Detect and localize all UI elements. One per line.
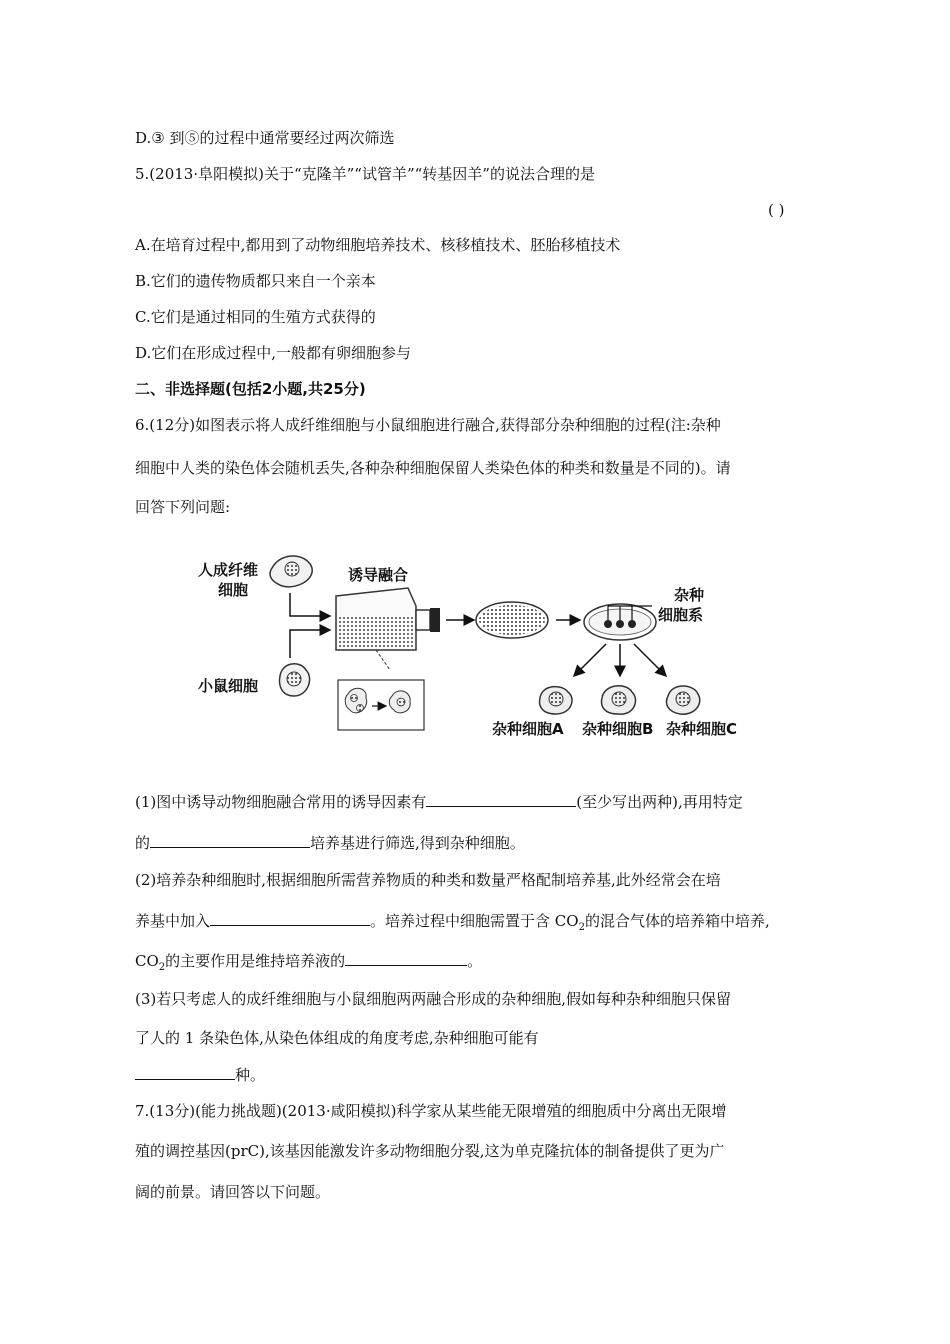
culture-flask-icon xyxy=(336,588,440,650)
sub-question-1-line1: (1)图中诱导动物细胞融合常用的诱导因素有 (至少写出两种),再用特定 xyxy=(135,793,743,811)
question-5-option-d: D.它们在形成过程中,一般都有卵细胞参与 xyxy=(135,344,412,362)
human-fibroblast-cell-icon xyxy=(270,556,312,587)
hybrid-cell-b-icon xyxy=(602,686,636,714)
question-5-answer-paren: ( ) xyxy=(768,201,785,219)
hybrid-cell-c-label: 杂种细胞C xyxy=(666,720,738,738)
answer-blank-2[interactable] xyxy=(150,832,310,848)
section-heading: 二、非选择题(包括2小题,共25分) xyxy=(135,380,366,398)
human-fibroblast-label-1: 人成纤维 xyxy=(198,561,259,579)
question-7-stem-line2: 殖的调控基因(prC),该基因能激发许多动物细胞分裂,这为单克隆抗体的制备提供了更为广 xyxy=(135,1142,725,1160)
question-7-stem-line3: 阔的前景。请回答以下问题。 xyxy=(135,1183,331,1201)
question-5-option-a: A.在培育过程中,都用到了动物细胞培养技术、核移植技术、胚胎移植技术 xyxy=(135,236,621,254)
induce-fusion-label: 诱导融合 xyxy=(348,566,409,584)
fusion-inset xyxy=(338,680,424,730)
sub-question-3-line2: 了人的 1 条染色体,从染色体组成的角度考虑,杂种细胞可能有 xyxy=(135,1029,539,1047)
sub-question-3-line3: 种。 xyxy=(135,1064,265,1085)
human-fibroblast-label-2: 细胞 xyxy=(218,581,249,599)
petri-dish-icon xyxy=(476,602,548,638)
hybrid-cell-a-label: 杂种细胞A xyxy=(492,720,564,738)
option-d-q4: D.③ 到⑤的过程中通常要经过两次筛选 xyxy=(135,129,395,147)
cell-fusion-diagram xyxy=(190,548,770,748)
hybrid-cell-b-label: 杂种细胞B xyxy=(582,720,654,738)
answer-blank-4[interactable] xyxy=(345,950,467,966)
question-5-option-b: B.它们的遗传物质都只来自一个亲本 xyxy=(135,272,376,290)
hybrid-cell-a-icon xyxy=(540,687,572,714)
answer-blank-1[interactable] xyxy=(426,791,576,807)
question-5-stem: 5.(2013·阜阳模拟)关于“克隆羊”“试管羊”“转基因羊”的说法合理的是 xyxy=(135,165,595,183)
question-6-stem-line2: 细胞中人类的染色体会随机丢失,各种杂种细胞保留人类染色体的种类和数量是不同的)。请 xyxy=(135,459,731,477)
hybrid-cell-line-dish-icon xyxy=(584,604,656,640)
question-7-stem-line1: 7.(13分)(能力挑战题)(2013·咸阳模拟)科学家从某些能无限增殖的细胞质中分离出无限增 xyxy=(135,1102,727,1120)
question-6-stem-line1: 6.(12分)如图表示将人成纤维细胞与小鼠细胞进行融合,获得部分杂种细胞的过程(注:杂种 xyxy=(135,416,721,434)
sub-question-2-line1: (2)培养杂种细胞时,根据细胞所需营养物质的种类和数量严格配制培养基,此外经常会在培 xyxy=(135,871,721,889)
sub-question-3-line1: (3)若只考虑人的成纤维细胞与小鼠细胞两两融合形成的杂种细胞,假如每种杂种细胞只保留 xyxy=(135,990,732,1008)
hybrid-cell-line-label-1: 杂种 xyxy=(674,586,705,604)
sub-question-2-line2: 养基中加入 。培养过程中细胞需置于含 $CO_2$的混合气体的培养箱中培养, xyxy=(135,912,770,933)
answer-blank-5[interactable] xyxy=(135,1064,235,1080)
mouse-cell-label: 小鼠细胞 xyxy=(198,677,259,695)
hybrid-cell-c-icon xyxy=(667,686,700,714)
mouse-cell-icon xyxy=(280,664,310,696)
question-5-option-c: C.它们是通过相同的生殖方式获得的 xyxy=(135,308,376,326)
hybrid-cell-line-label-2: 细胞系 xyxy=(658,606,704,624)
sub-question-1-line2: 的 培养基进行筛选,得到杂种细胞。 xyxy=(135,834,525,852)
sub-question-2-line3: $CO_2$的主要作用是维持培养液的 。 xyxy=(135,952,483,973)
answer-blank-3[interactable] xyxy=(210,910,370,926)
question-6-stem-line3: 回答下列问题: xyxy=(135,498,231,516)
